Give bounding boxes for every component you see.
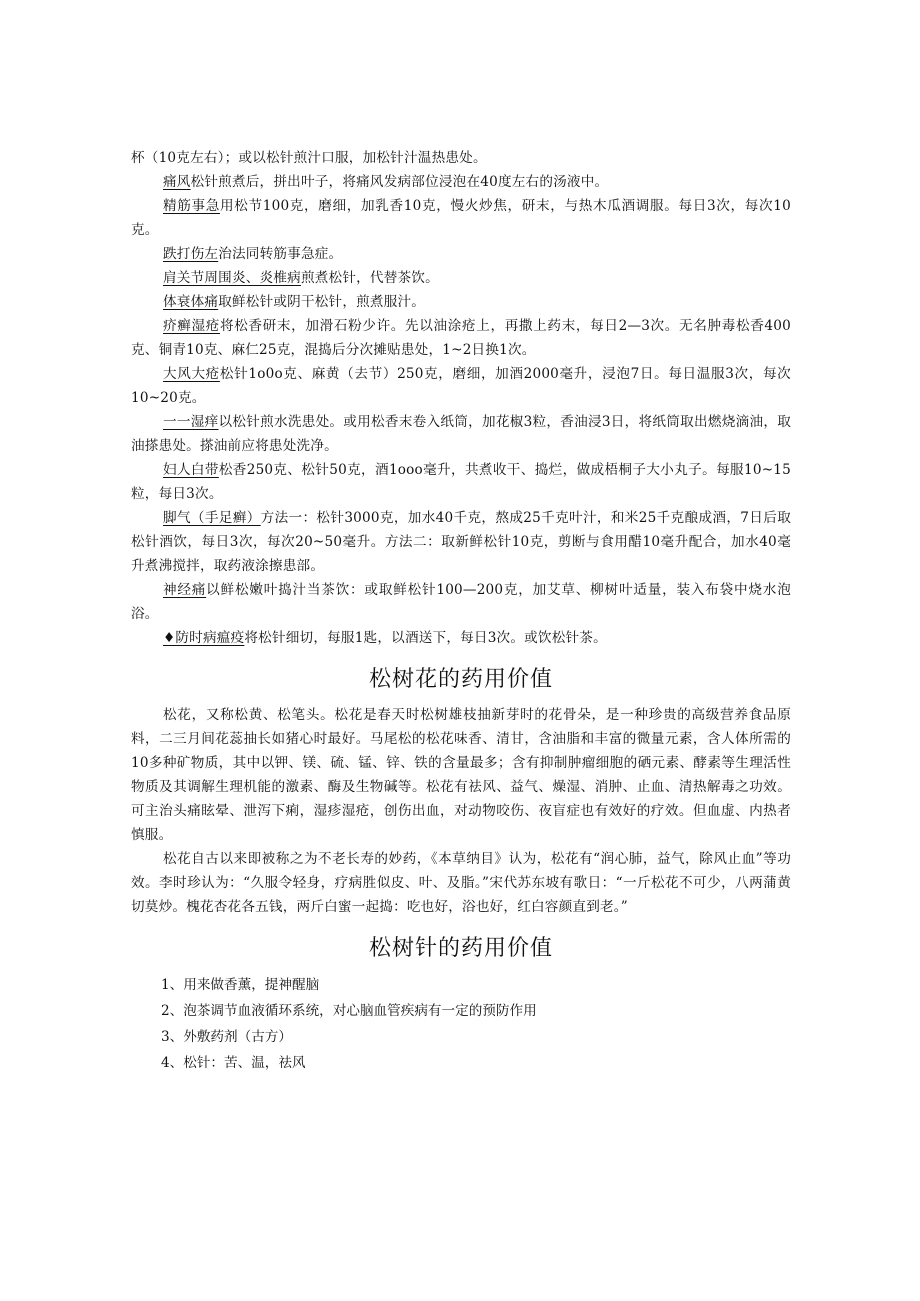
remedy-keyword: 神经痛 [163, 582, 207, 598]
remedy-text: 以松针煎水洗患处。或用松香末卷入纸筒，加花椒3粒，香油浸3日，将纸筒取出燃烧滴油，取油搽患处。搽油前应将患处洗净。 [131, 414, 791, 454]
intro-line: 杯（10克左右）；或以松针煎汁口服，加松针汁温热患处。 [131, 150, 487, 166]
remedy-keyword: 脚气（手足癣） [163, 510, 261, 526]
remedy-keyword: ♦防时病瘟疫 [163, 630, 245, 646]
remedy-keyword: 一一湿痒 [163, 414, 219, 430]
remedy-text: 取鲜松针或阴干松针，煎煮服汁。 [218, 294, 426, 310]
remedy-keyword: 疥癣湿疮 [163, 318, 220, 334]
remedy-text: 用松节100克，磨细，加乳香10克，慢火炒焦，研末，与热木瓜酒调服。每日3次，每次10克。 [131, 198, 791, 238]
remedy-keyword: 精筋事急 [163, 198, 221, 214]
remedy-text: 煎煮松针，代替茶饮。 [300, 270, 439, 286]
remedy-paragraph [131, 410, 791, 458]
remedy-paragraph [131, 266, 791, 290]
remedy-keyword: 妇人白带 [163, 462, 219, 478]
list-item: 1、用来做香薰，提神醒脑 [161, 977, 320, 993]
remedy-text: 松香250克、松针50克，酒1ooo毫升，共煮收干、捣烂，做成梧桐子大小丸子。每服10~15粒，每日3次。 [131, 462, 791, 502]
pine-needle-list [131, 972, 791, 1076]
section-title-pine-flower: 松树花的药用价值 [368, 667, 553, 692]
section-title-pine-needle: 松树针的药用价值 [368, 936, 553, 961]
remedy-text: 松针1o0o克、麻黄（去节）250克，磨细，加酒2000毫升，浸泡7日。每日温服3次，每次10~20克。 [131, 366, 791, 406]
remedy-text: 将松针细切，每服1匙，以酒送下，每日3次。或饮松针茶。 [244, 630, 607, 646]
document-page [131, 146, 791, 1076]
remedy-text: 以鲜松嫩叶捣汁当茶饮：或取鲜松针100—200克，加艾草、柳树叶适量，装入布袋中烧水泡浴。 [131, 582, 791, 622]
remedy-keyword: 体衰体痛 [163, 294, 219, 310]
remedy-text: 治法同转筋事急症。 [218, 246, 343, 262]
remedy-keyword: 肩关节周围炎、炎椎病 [163, 270, 301, 286]
pine-flower-paragraph-2: 松花自古以来即被称之为不老长寿的妙药，《本草纳目》认为，松花有“润心肺，益气，除风止血”等功效。李时珍认为：“久服令轻身，疗病胜似皮、叶、及脂。”宋代苏东坡有歌日：“一斤松花不可少，八两蒲黄切莫炒。槐花杏花各五钱，两斤白蜜一起捣：吃也好，浴也好，红白容颜直到老。” [131, 851, 791, 915]
list-item: 2、泡茶调节血液循环系统，对心脑血管疾病有一定的预防作用 [161, 1003, 537, 1019]
remedy-paragraph [131, 170, 791, 194]
remedy-keyword: 大风大疮 [163, 366, 220, 382]
list-item: 4、松针：苦、温，祛风 [161, 1055, 306, 1071]
remedy-keyword: 痛风 [163, 174, 191, 190]
remedy-paragraph [131, 458, 791, 506]
remedy-paragraph [131, 578, 791, 626]
remedy-paragraph [131, 626, 791, 650]
remedy-list [131, 170, 791, 650]
remedy-paragraph [131, 362, 791, 410]
remedy-paragraph [131, 506, 791, 578]
list-item: 3、外敷药剂（古方） [161, 1029, 292, 1045]
remedy-text: 将松香研末，加滑石粉少许。先以油涂疮上，再撒上药末，每日2—3次。无名肿毒松香400克、铜青10克、麻仁25克，混捣后分次摊贴患处，1~2日换1次。 [131, 318, 791, 358]
pine-flower-paragraph-1: 松花，又称松黄、松笔头。松花是春天时松树雄枝抽新芽时的花骨朵，是一种珍贵的高级营养食品原料，二三月间花蕊抽长如猪心时最好。马尾松的松花味香、清甘，含油脂和丰富的微量元素，含人体所需的10多种矿物质，其中以钾、镁、硫、锰、锌、铁的含量最多；含有抑制肿瘤细胞的硒元素、酵素等生理活性物质及其调解生理机能的激素、酶及生物碱等。松花有祛风、益气、燥湿、消肿、止血、清热解毒之功效。可主治头痛眩晕、泄泻下痢，湿疹湿疮，创伤出血，对动物咬伤、夜盲症也有效好的疗效。但血虚、内热者慎服。 [131, 707, 791, 843]
remedy-text: 方法一：松针3000克，加水40千克，熬成25千克叶汁，和米25千克酿成酒，7日后取松针酒饮，每日3次，每次20~50毫升。方法二：取新鲜松针10克，剪断与食用醋10毫升配合，加水40毫升煮沸搅拌，取药液涂擦患部。 [131, 510, 791, 574]
remedy-paragraph [131, 290, 791, 314]
remedy-paragraph [131, 242, 791, 266]
remedy-paragraph [131, 194, 791, 242]
remedy-keyword: 跌打伤左 [163, 246, 219, 262]
remedy-text: 松针煎煮后，拼出叶子，将痛风发病部位浸泡在40度左右的汤液中。 [190, 174, 609, 190]
remedy-paragraph [131, 314, 791, 362]
